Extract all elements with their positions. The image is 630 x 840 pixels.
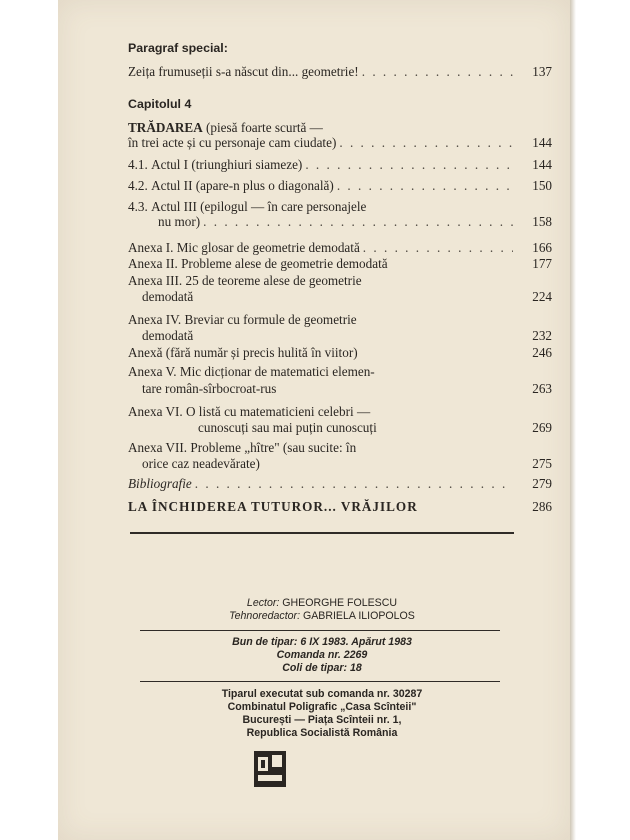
leader-dots [195, 476, 513, 492]
bibliography-text: Bibliografie [128, 476, 192, 491]
printing-house-logo-icon [253, 750, 287, 788]
toc-page-number: 275 [532, 456, 552, 471]
separator-rule-thin [140, 681, 500, 682]
toc-page-number: 224 [532, 289, 552, 304]
toc-page-number: 286 [532, 499, 552, 514]
toc-entry-annex [128, 404, 552, 420]
toc-page-number: 269 [532, 420, 552, 435]
toc-page-number: 246 [532, 345, 552, 360]
toc-entry-annex-cont [128, 456, 552, 472]
act-text: Actul II (apare-n plus o diagonală) [151, 178, 334, 193]
annex-text: Anexa VII. Probleme „hître" (sau sucite: în [128, 440, 357, 455]
toc-entry-closing [128, 499, 552, 515]
toc-page-number: 177 [532, 256, 552, 271]
annex-text-line2: demodată [142, 289, 194, 304]
print-line: Coli de tipar: 18 [282, 662, 362, 674]
toc-entry-act-cont [128, 214, 552, 230]
toc-entry-annex-cont [128, 328, 552, 344]
act-text: Actul III (epilogul — în care personajele [151, 199, 367, 214]
toc-entry-annex-cont [128, 420, 552, 436]
annex-text-line2: demodată [142, 328, 194, 343]
lector-label: Lector: [246, 597, 280, 609]
print-info [130, 636, 514, 675]
chapter-title-line1 [128, 120, 552, 136]
print-line: Comanda nr. 2269 [276, 649, 368, 661]
annex-text: Anexa IV. Breviar cu formule de geometrie [128, 312, 357, 327]
leader-dots [203, 214, 513, 230]
toc-page-number: 232 [532, 328, 552, 343]
toc-entry-act [128, 157, 552, 173]
toc-entry-annex [128, 440, 552, 456]
annex-text: Anexa V. Mic dicționar de matematici elemen- [128, 364, 375, 379]
toc-page-number: 158 [532, 214, 552, 229]
leader-dots [337, 178, 513, 194]
toc-entry-annex [128, 364, 552, 380]
annex-text-line2: tare român-sîrbocroat-rus [142, 381, 277, 396]
leader-dots [362, 64, 513, 80]
closing-text: LA ÎNCHIDEREA TUTUROR... VRĂJILOR [128, 499, 418, 514]
act-number: 4.1. [128, 157, 148, 172]
tehno-label: Tehnoredactor: [229, 610, 301, 622]
page-edge-shadow [570, 0, 576, 840]
credits-block [130, 597, 514, 623]
toc-entry-act [128, 178, 552, 194]
toc-page-number: 166 [532, 240, 552, 255]
annex-text: Anexa VI. O listă cu matematicieni celebri — [128, 404, 371, 419]
toc-page-number: 137 [532, 64, 552, 79]
chapter-heading: Capitolul 4 [128, 97, 192, 111]
toc-entry-chapter [128, 135, 552, 151]
annex-text: Anexă (fără număr și precis hulită în viitor) [128, 345, 358, 360]
toc-page-number: 279 [532, 476, 552, 491]
chapter-title-rest: (piesă foarte scurtă — [202, 120, 323, 135]
leader-dots [339, 135, 513, 151]
imprint-block [130, 688, 514, 740]
annex-text-line2: cunoscuți sau mai puțin cunoscuți [198, 420, 377, 435]
toc-entry-special [128, 64, 552, 80]
toc-entry-text: Zeița frumuseții s-a născut din... geometrie! [128, 64, 359, 79]
toc-page-number: 144 [532, 157, 552, 172]
imprint-line: Tiparul executat sub comanda nr. 30287 [221, 688, 423, 700]
toc-entry-annex [128, 240, 552, 256]
chapter-title-bold: TRĂDAREA [128, 120, 203, 135]
annex-text: Anexa II. Probleme alese de geometrie demodată [128, 256, 388, 271]
imprint-line: Republica Socialistă România [246, 727, 398, 739]
annex-text: Anexa III. 25 de teoreme alese de geometrie [128, 273, 362, 288]
toc-entry-annex [128, 273, 552, 289]
annex-text: Anexa I. Mic glosar de geometrie demodată [128, 240, 360, 255]
toc-page-number: 144 [532, 135, 552, 150]
separator-rule-thin [140, 630, 500, 631]
act-text: Actul I (triunghiuri siameze) [151, 157, 303, 172]
act-number: 4.2. [128, 178, 148, 193]
separator-rule [130, 532, 514, 534]
imprint-line: Combinatul Poligrafic „Casa Scînteii" [227, 701, 417, 713]
imprint-line: București — Piața Scînteii nr. 1, [242, 714, 402, 726]
toc-entry-act [128, 199, 552, 215]
print-line: Bun de tipar: 6 IX 1983. Apărut 1983 [232, 636, 412, 648]
special-section-heading: Paragraf special: [128, 41, 228, 55]
chapter-title-line2: în trei acte și cu personaje cam ciudate) [128, 135, 337, 150]
lector-name: GHEORGHE FOLESCU [282, 597, 398, 609]
toc-entry-annex [128, 345, 552, 361]
toc-entry-bibliography [128, 476, 552, 492]
toc-page-number: 263 [532, 381, 552, 396]
tehno-name: GABRIELA ILIOPOLOS [302, 610, 415, 622]
toc-entry-annex-cont [128, 289, 552, 305]
toc-page-number: 150 [532, 178, 552, 193]
leader-dots [363, 240, 513, 256]
toc-entry-annex [128, 256, 552, 272]
act-text-line2: nu mor) [158, 214, 201, 229]
act-number: 4.3. [128, 199, 148, 214]
toc-entry-annex-cont [128, 381, 552, 397]
leader-dots [305, 157, 513, 173]
tehno-line [130, 610, 514, 623]
lector-line [130, 597, 514, 610]
toc-entry-annex [128, 312, 552, 328]
annex-text-line2: orice caz neadevărate) [142, 456, 260, 471]
